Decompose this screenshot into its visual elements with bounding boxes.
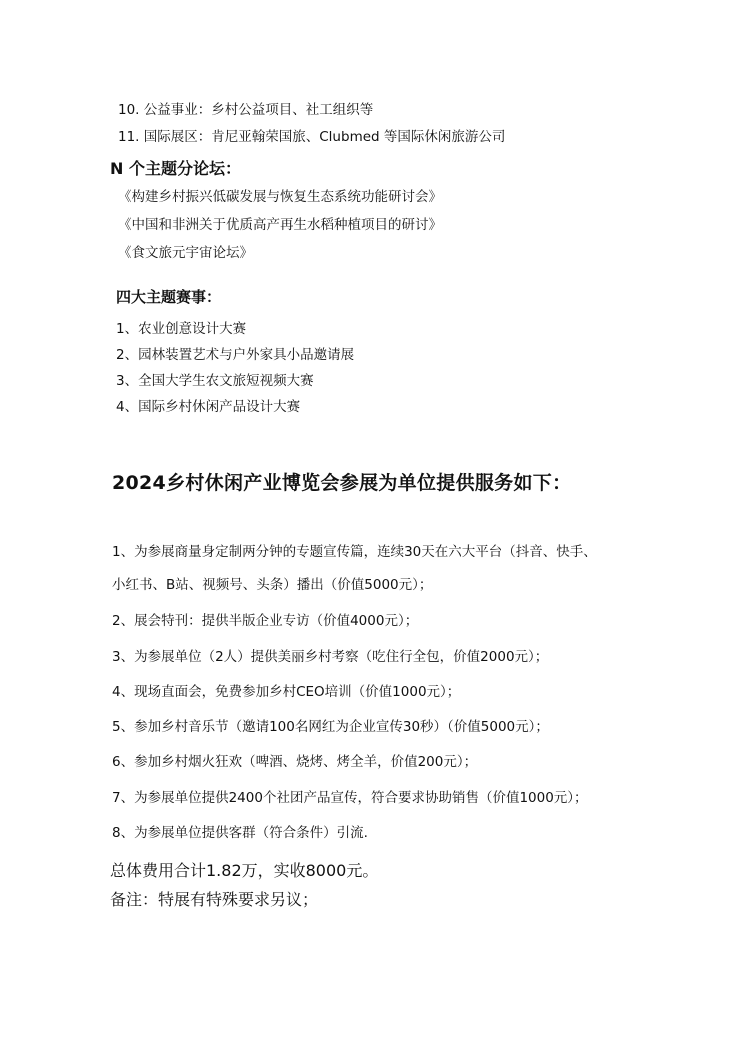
competition-item-1: 1、农业创意设计大赛 bbox=[116, 321, 247, 337]
competition-item-2: 2、园林装置艺术与户外家具小品邀请展 bbox=[116, 347, 355, 363]
remark-note: 备注：特展有特殊要求另议； bbox=[110, 890, 319, 909]
service-item-5: 5、参加乡村音乐节（邀请100名网红为企业宣传30秒）（价值5000元）； bbox=[112, 719, 549, 735]
service-item-2: 2、展会特刊：提供半版企业专访（价值4000元）； bbox=[112, 613, 419, 629]
service-item-1-line-1: 1、为参展商量身定制两分钟的专题宣传篇，连续30天在六大平台（抖音、快手、 bbox=[112, 544, 597, 560]
service-item-6: 6、参加乡村烟火狂欢（啤酒、烧烤、烤全羊，价值200元）； bbox=[112, 754, 478, 770]
competitions-heading: 四大主题赛事： bbox=[116, 288, 222, 306]
competition-item-3: 3、全国大学生农文旅短视频大赛 bbox=[116, 373, 314, 389]
forums-heading: N 个主题分论坛： bbox=[110, 159, 241, 178]
service-item-1-line-2: 小红书、B站、视频号、头条）播出（价值5000元）； bbox=[112, 577, 433, 593]
service-item-3: 3、为参展单位（2人）提供美丽乡村考察（吃住行全包，价值2000元）； bbox=[112, 649, 549, 665]
services-heading: 2024乡村休闲产业博览会参展为单位提供服务如下： bbox=[112, 472, 572, 494]
exhibit-area-item-11: 11. 国际展区：肯尼亚翰荣国旅、Clubmed 等国际休闲旅游公司 bbox=[118, 129, 506, 145]
forum-item-1: 《构建乡村振兴低碳发展与恢复生态系统功能研讨会》 bbox=[118, 189, 442, 205]
total-cost: 总体费用合计1.82万，实收8000元。 bbox=[110, 861, 379, 880]
exhibit-area-item-10: 10. 公益事业：乡村公益项目、社工组织等 bbox=[118, 102, 374, 118]
competition-item-4: 4、国际乡村休闲产品设计大赛 bbox=[116, 399, 301, 415]
service-item-8: 8、为参展单位提供客群（符合条件）引流. bbox=[112, 825, 368, 841]
service-item-1-continued bbox=[112, 573, 432, 593]
forum-item-3: 《食文旅元宇宙论坛》 bbox=[118, 245, 253, 261]
service-item-7: 7、为参展单位提供2400个社团产品宣传，符合要求协助销售（价值1000元）； bbox=[112, 790, 588, 806]
service-item-4: 4、现场直面会，免费参加乡村CEO培训（价值1000元）； bbox=[112, 684, 461, 700]
service-item-1 bbox=[112, 540, 597, 560]
forum-item-2: 《中国和非洲关于优质高产再生水稻种植项目的研讨》 bbox=[118, 217, 442, 233]
